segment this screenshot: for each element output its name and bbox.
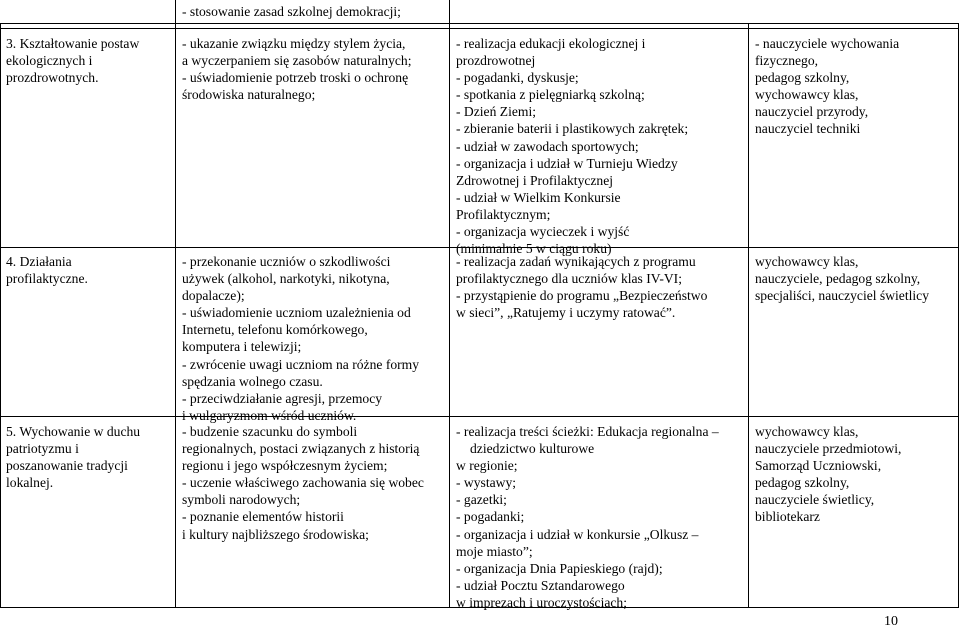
responsible-line: specjaliści, nauczyciel świetlicy xyxy=(755,288,930,304)
activity-line: - gazetki; xyxy=(456,492,507,508)
area-cell-patriotism xyxy=(6,423,168,491)
responsible-line: wychowawcy klas, xyxy=(755,254,859,269)
area-title-line: ekologicznych i xyxy=(6,53,93,69)
goal-line: a wyczerpaniem się zasobów naturalnych; xyxy=(182,53,412,69)
goal-text: - stosowanie zasad szkolnej demokracji; xyxy=(182,4,401,19)
area-title-line: 3. Kształtowanie postaw xyxy=(6,36,140,51)
goal-line: używek (alkohol, narkotyki, nikotyna, xyxy=(182,271,390,287)
goal-line: - poznanie elementów historii xyxy=(182,509,344,525)
activity-line: w sieci”, „Ratujemy i uczymy ratować”. xyxy=(456,305,676,321)
area-title-line: lokalnej. xyxy=(6,475,54,491)
activity-line: - przystąpienie do programu „Bezpieczeństwo xyxy=(456,288,708,304)
goal-line: dopalacze); xyxy=(182,288,245,304)
goals-cell-patriotism xyxy=(182,423,448,543)
responsible-line: nauczyciel techniki xyxy=(755,121,861,137)
activity-line: - spotkania z pielęgniarką szkolną; xyxy=(456,87,645,103)
activity-line: Zdrowotnej i Profilaktycznej xyxy=(456,172,614,188)
goal-line: spędzania wolnego czasu. xyxy=(182,373,323,389)
responsible-line: nauczyciele świetlicy, xyxy=(755,492,875,508)
area-title-line: patriotyzmu i xyxy=(6,441,79,457)
goal-line: - uświadomienie uczniom uzależnienia od xyxy=(182,305,411,321)
responsible-line: pedagog szkolny, xyxy=(755,475,850,491)
activity-line: profilaktycznego dla uczniów klas IV-VI; xyxy=(456,271,682,287)
activity-line: - organizacja i udział w konkursie „Olkusz – xyxy=(456,526,699,542)
area-title-line: poszanowanie tradycji xyxy=(6,458,128,474)
activity-line: dziedzictwo kulturowe xyxy=(470,441,595,457)
activity-line: - realizacja zadań wynikających z programu xyxy=(456,254,696,269)
activity-line: moje miasto”; xyxy=(456,543,533,559)
goal-line: - przekonanie uczniów o szkodliwości xyxy=(182,254,391,269)
goal-line: komputera i telewizji; xyxy=(182,339,302,355)
activity-line: - wystawy; xyxy=(456,475,517,491)
goal-line: - przeciwdziałanie agresji, przemocy xyxy=(182,390,383,406)
activity-line: - realizacja edukacji ekologicznej i xyxy=(456,36,646,51)
table-row-divider xyxy=(0,416,959,417)
activity-line: w regionie; xyxy=(456,458,518,474)
responsible-line: Samorząd Uczniowski, xyxy=(755,458,882,474)
activity-line: - udział w zawodach sportowych; xyxy=(456,138,639,154)
activity-line: - pogadanki; xyxy=(456,509,525,525)
activity-line: - udział w Wielkim Konkursie xyxy=(456,189,621,205)
table-column-divider xyxy=(0,23,1,608)
goal-line: symboli narodowych; xyxy=(182,492,301,508)
area-cell-ecology xyxy=(6,35,168,86)
responsible-line: - nauczyciele wychowania xyxy=(755,36,900,51)
goal-line: - uczenie właściwego zachowania się wobec xyxy=(182,475,424,491)
table-row-divider xyxy=(0,23,959,24)
area-title-line: profilaktyczne. xyxy=(6,271,88,287)
top-row-goals-cell xyxy=(182,3,448,20)
area-title-line: 5. Wychowanie w duchu xyxy=(6,424,141,439)
activity-line: - Dzień Ziemi; xyxy=(456,104,537,120)
activity-line: - pogadanki, dyskusje; xyxy=(456,70,579,86)
activity-line: Profilaktycznym; xyxy=(456,206,551,222)
activities-cell-prevention xyxy=(456,253,746,321)
responsible-line: bibliotekarz xyxy=(755,509,820,525)
area-cell-prevention xyxy=(6,253,168,287)
goal-line: środowiska naturalnego; xyxy=(182,87,316,103)
activity-line: w imprezach i uroczystościach; xyxy=(456,594,627,610)
table-column-divider xyxy=(175,0,176,608)
table-column-divider xyxy=(748,23,749,608)
responsible-line: pedagog szkolny, xyxy=(755,70,850,86)
activity-line: prozdrowotnej xyxy=(456,53,536,69)
responsible-cell-ecology xyxy=(755,35,955,138)
goal-line: i kultury najbliższego środowiska; xyxy=(182,526,369,542)
goal-line: Internetu, telefonu komórkowego, xyxy=(182,322,368,338)
activity-line: - realizacja treści ścieżki: Edukacja regionalna – xyxy=(456,424,719,439)
activity-line: - udział Pocztu Sztandarowego xyxy=(456,577,625,593)
activity-line: (minimalnie 5 w ciągu roku) xyxy=(456,241,612,257)
responsible-cell-prevention xyxy=(755,253,955,304)
goal-line: - uświadomienie potrzeb troski o ochronę xyxy=(182,70,409,86)
responsible-line: nauczyciele przedmiotowi, xyxy=(755,441,902,457)
responsible-cell-patriotism xyxy=(755,423,955,526)
table-column-divider xyxy=(449,0,450,608)
activities-cell-ecology xyxy=(456,35,746,257)
goal-line: regionu i jego współczesnym życiem; xyxy=(182,458,388,474)
responsible-line: nauczyciele, pedagog szkolny, xyxy=(755,271,921,287)
activity-line: - organizacja Dnia Papieskiego (rajd); xyxy=(456,560,663,576)
responsible-line: nauczyciel przyrody, xyxy=(755,104,869,120)
goal-line: - ukazanie związku między stylem życia, xyxy=(182,36,406,51)
activities-cell-patriotism xyxy=(456,423,746,611)
responsible-line: fizycznego, xyxy=(755,53,819,69)
goal-line: - zwrócenie uwagi uczniom na różne formy xyxy=(182,356,420,372)
goals-cell-prevention xyxy=(182,253,448,424)
table-row-divider xyxy=(0,28,959,29)
goals-cell-ecology xyxy=(182,35,448,103)
area-title-line: prozdrowotnych. xyxy=(6,70,99,86)
activity-line: - organizacja i udział w Turnieju Wiedzy xyxy=(456,155,678,171)
responsible-line: wychowawcy klas, xyxy=(755,87,859,103)
page-number: 10 xyxy=(884,614,898,629)
responsible-line: wychowawcy klas, xyxy=(755,424,859,439)
area-title-line: 4. Działania xyxy=(6,254,72,269)
goal-line: regionalnych, postaci związanych z historią xyxy=(182,441,420,457)
activity-line: - organizacja wycieczek i wyjść xyxy=(456,224,630,240)
goal-line: - budzenie szacunku do symboli xyxy=(182,424,358,439)
activity-line: - zbieranie baterii i plastikowych zakrętek; xyxy=(456,121,689,137)
goal-line: i wulgaryzmom wśród uczniów. xyxy=(182,407,357,423)
